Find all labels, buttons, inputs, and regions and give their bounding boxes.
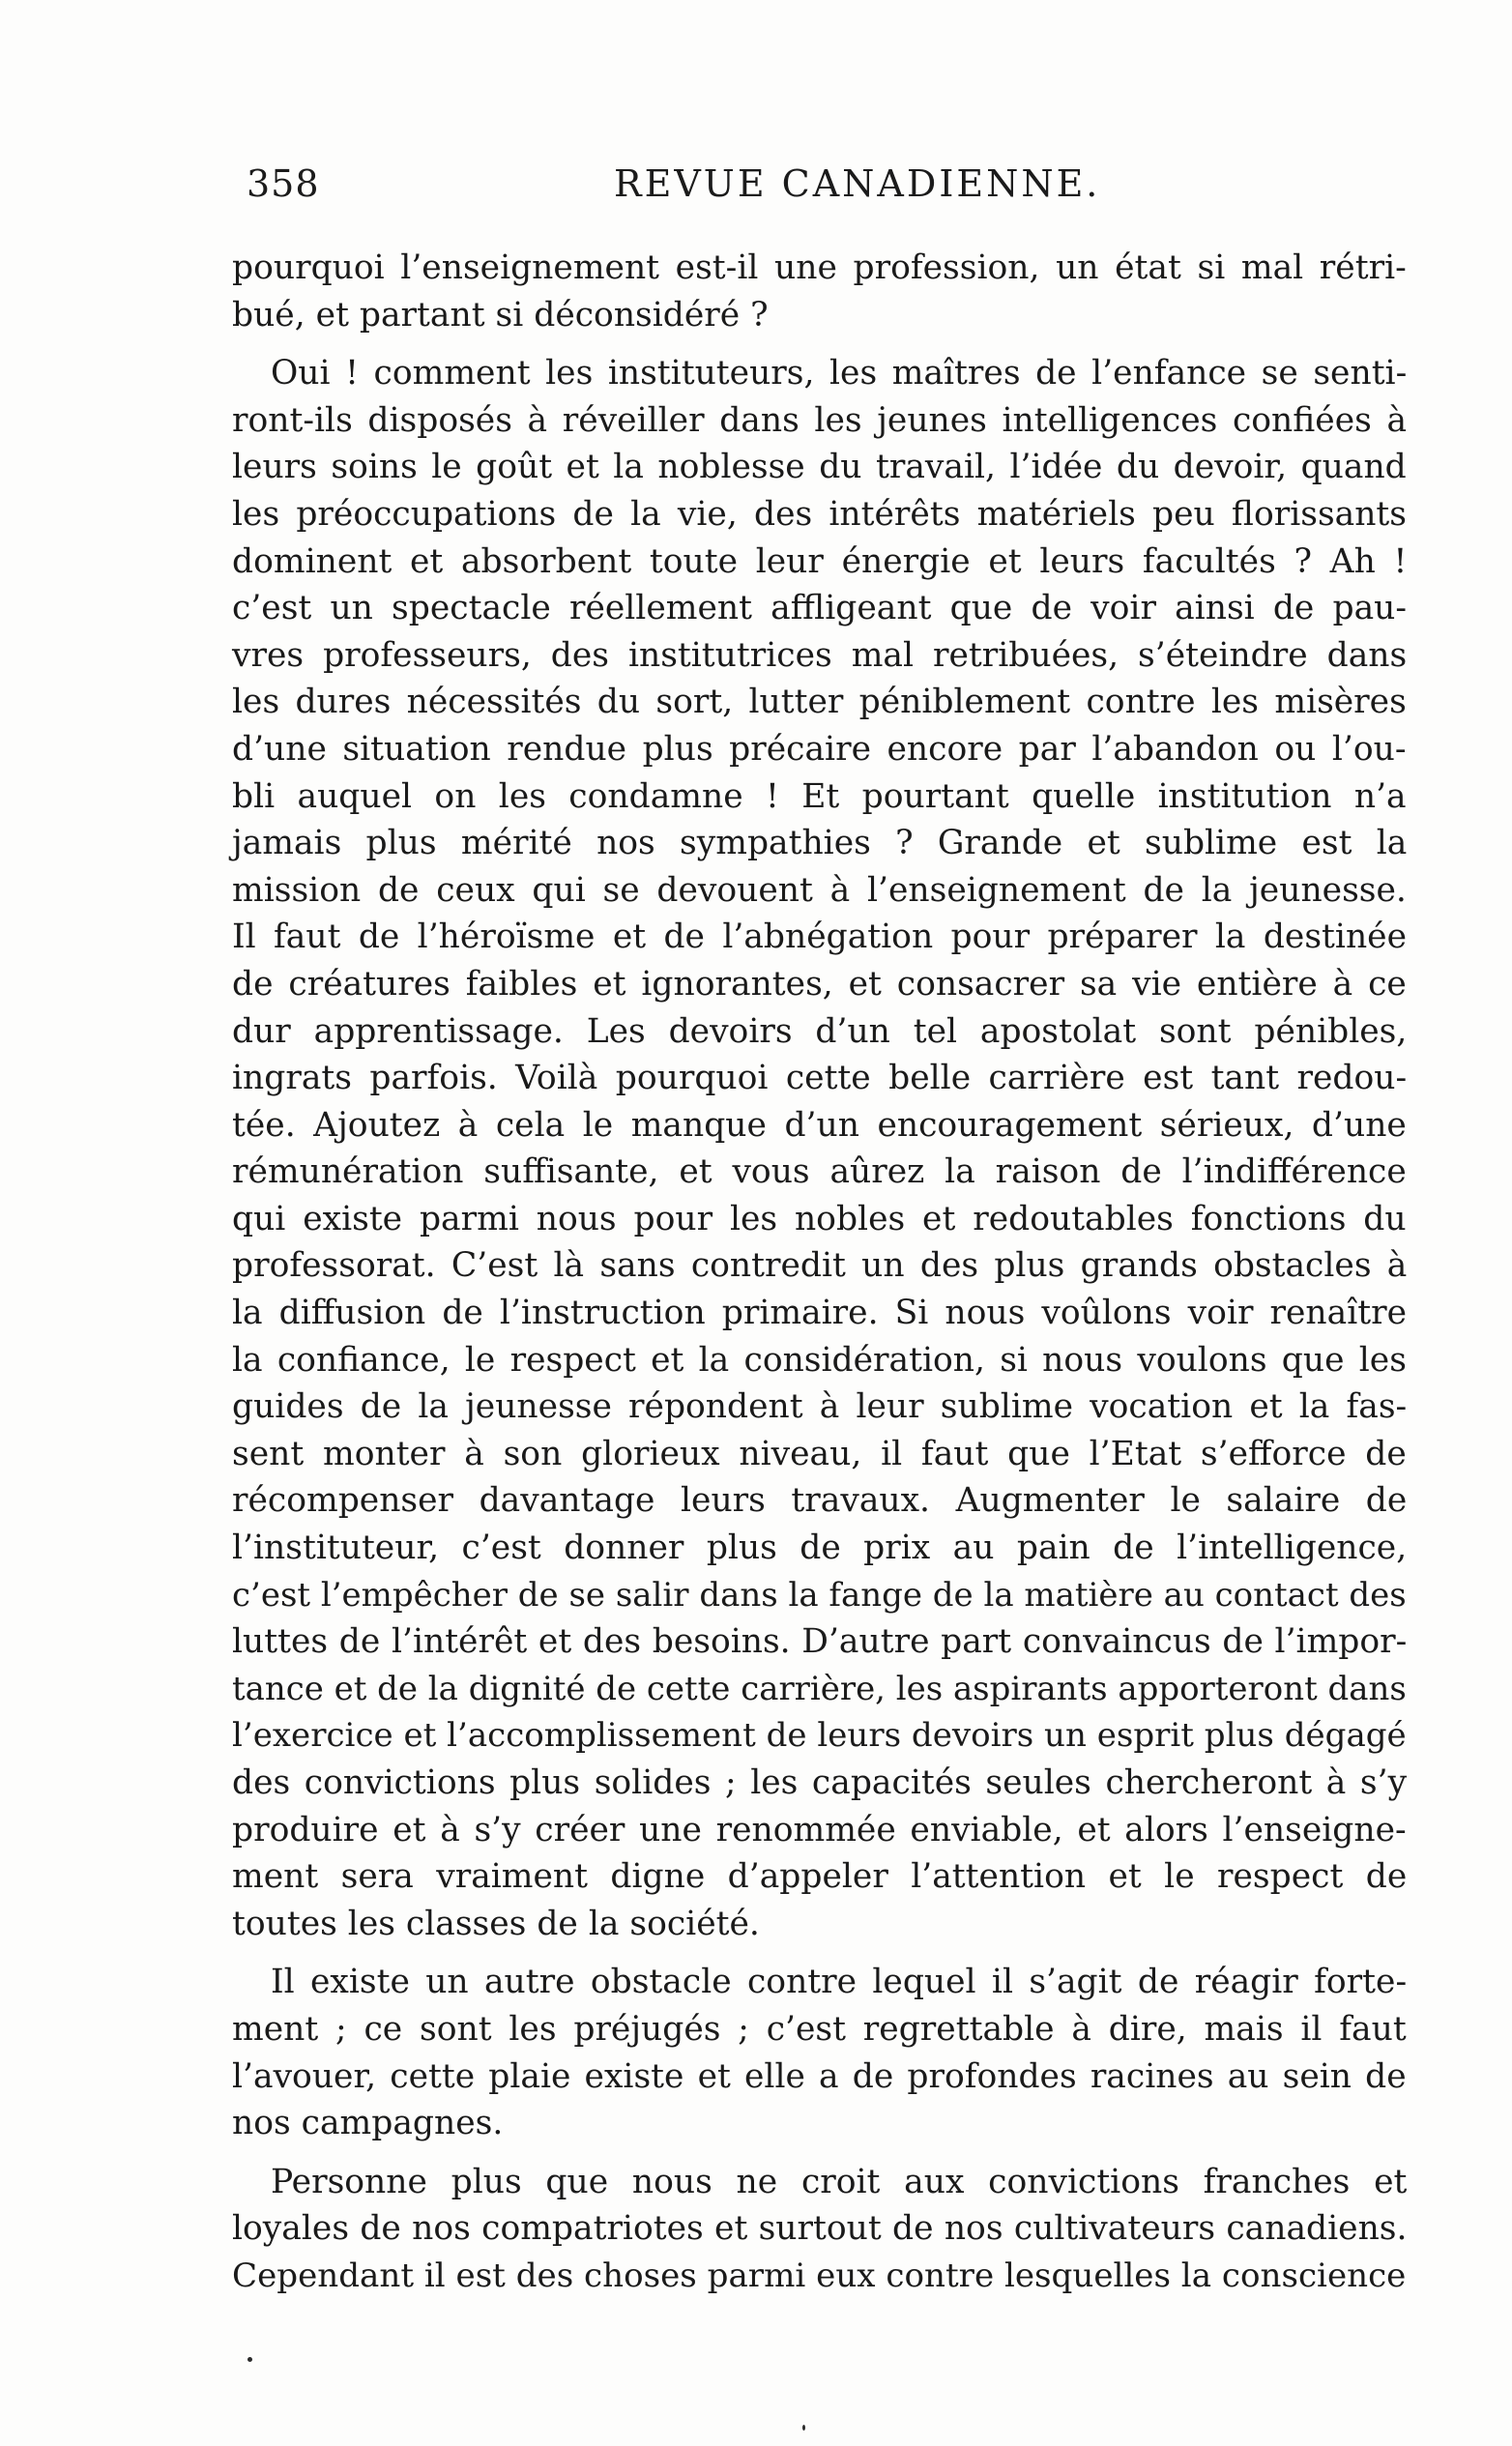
text-line: des convictions plus solides ; les capacités seules chercheront à s’y (232, 1763, 1408, 1802)
text-line: l’instituteur, c’est donner plus de prix au pain de l’intelligence, (232, 1529, 1408, 1568)
text-line: sent monter à son glorieux niveau, il faut que l’Etat s’efforce de (232, 1434, 1407, 1473)
text-line: Personne plus que nous ne croit aux convictions franches et (271, 2162, 1408, 2201)
text-line: luttes de l’intérêt et des besoins. D’autre part convaincus de l’impor- (232, 1622, 1408, 1662)
page-number: 358 (247, 162, 320, 205)
text-line: les dures nécessités du sort, lutter péniblement contre les misères (232, 683, 1407, 722)
text-line: les préoccupations de la vie, des intérêts matériels peu florissants (232, 494, 1408, 534)
text-line: Oui ! comment les instituteurs, les maîtres de l’enfance se senti- (271, 354, 1408, 393)
scan-speck (247, 2357, 252, 2362)
text-line: c’est un spectacle réellement affligeant que de voir ainsi de pau- (232, 589, 1408, 628)
text-line: toutes les classes de la société. (232, 1904, 760, 1943)
text-line: bué, et partant si déconsidéré ? (232, 295, 769, 335)
text-line: d’une situation rendue plus précaire encore par l’abandon ou l’ou- (232, 729, 1407, 769)
scan-speck (802, 2425, 805, 2431)
text-line: produire et à s’y créer une renommée enviable, et alors l’enseigne- (232, 1810, 1407, 1849)
text-line: ment sera vraiment digne d’appeler l’attention et le respect de (232, 1857, 1408, 1897)
text-line: récompenser davantage leurs travaux. Augmenter le salaire de (232, 1481, 1408, 1521)
text-line: c’est l’empêcher de se salir dans la fange de la matière au contact des (232, 1575, 1407, 1615)
text-line: leurs soins le goût et la noblesse du travail, l’idée du devoir, quand (232, 448, 1407, 487)
body-text (232, 245, 1407, 2300)
text-line: bli auquel on les condamne ! Et pourtant quelle institution n’a (232, 776, 1407, 816)
running-head: REVUE CANADIENNE. (614, 162, 1101, 205)
text-line: ment ; ce sont les préjugés ; c’est regrettable à dire, mais il faut (232, 2009, 1407, 2049)
text-line: Il faut de l’héroïsme et de l’abnégation pour préparer la destinée (232, 917, 1408, 957)
paragraph (232, 350, 1407, 1947)
text-line: Cependant il est des choses parmi eux contre lesquelles la conscience (232, 2256, 1407, 2295)
text-line: dur apprentissage. Les devoirs d’un tel apostolat sont pénibles, (232, 1011, 1408, 1051)
text-line: loyales de nos compatriotes et surtout de nos cultivateurs canadiens. (232, 2209, 1408, 2249)
text-line: l’avouer, cette plaie existe et elle a de profondes racines au sein de (232, 2056, 1407, 2096)
text-line: dominent et absorbent toute leur énergie et leurs facultés ? Ah ! (232, 541, 1408, 581)
text-line: pourquoi l’enseignement est-il une profession, un état si mal rétri- (232, 248, 1407, 287)
paragraph (232, 1959, 1407, 2146)
text-line: professorat. C’est là sans contredit un des plus grands obstacles à (232, 1246, 1408, 1286)
text-line: tée. Ajoutez à cela le manque d’un encouragement sérieux, d’une (232, 1105, 1407, 1145)
text-line: tance et de la dignité de cette carrière, les aspirants apporteront dans (232, 1669, 1407, 1708)
text-line: vres professeurs, des institutrices mal retribuées, s’éteindre dans (232, 635, 1408, 675)
text-line: mission de ceux qui se devouent à l’enseignement de la jeunesse. (232, 870, 1407, 910)
text-line: de créatures faibles et ignorantes, et consacrer sa vie entière à ce (232, 964, 1407, 1004)
text-line: guides de la jeunesse répondent à leur sublime vocation et la fas- (232, 1387, 1408, 1427)
text-line: la confiance, le respect et la considération, si nous voulons que les (232, 1340, 1407, 1380)
text-line: ront-ils disposés à réveiller dans les jeunes intelligences confiées à (232, 400, 1408, 440)
text-line: nos campagnes. (232, 2104, 504, 2143)
paragraph (232, 245, 1407, 338)
text-line: la diffusion de l’instruction primaire. Si nous voûlons voir renaître (232, 1294, 1408, 1333)
text-line: Il existe un autre obstacle contre lequel il s’agit de réagir forte- (271, 1963, 1408, 2002)
text-line: rémunération suffisante, et vous aûrez la raison de l’indifférence (232, 1152, 1407, 1192)
text-line: l’exercice et l’accomplissement de leurs devoirs un esprit plus dégagé (232, 1716, 1407, 1756)
text-line: ingrats parfois. Voilà pourquoi cette belle carrière est tant redou- (232, 1059, 1408, 1098)
text-line: jamais plus mérité nos sympathies ? Grande et sublime est la (232, 824, 1408, 863)
page-header (247, 162, 1291, 220)
text-line: qui existe parmi nous pour les nobles et redoutables fonctions du (232, 1199, 1407, 1238)
paragraph (232, 2159, 1407, 2300)
